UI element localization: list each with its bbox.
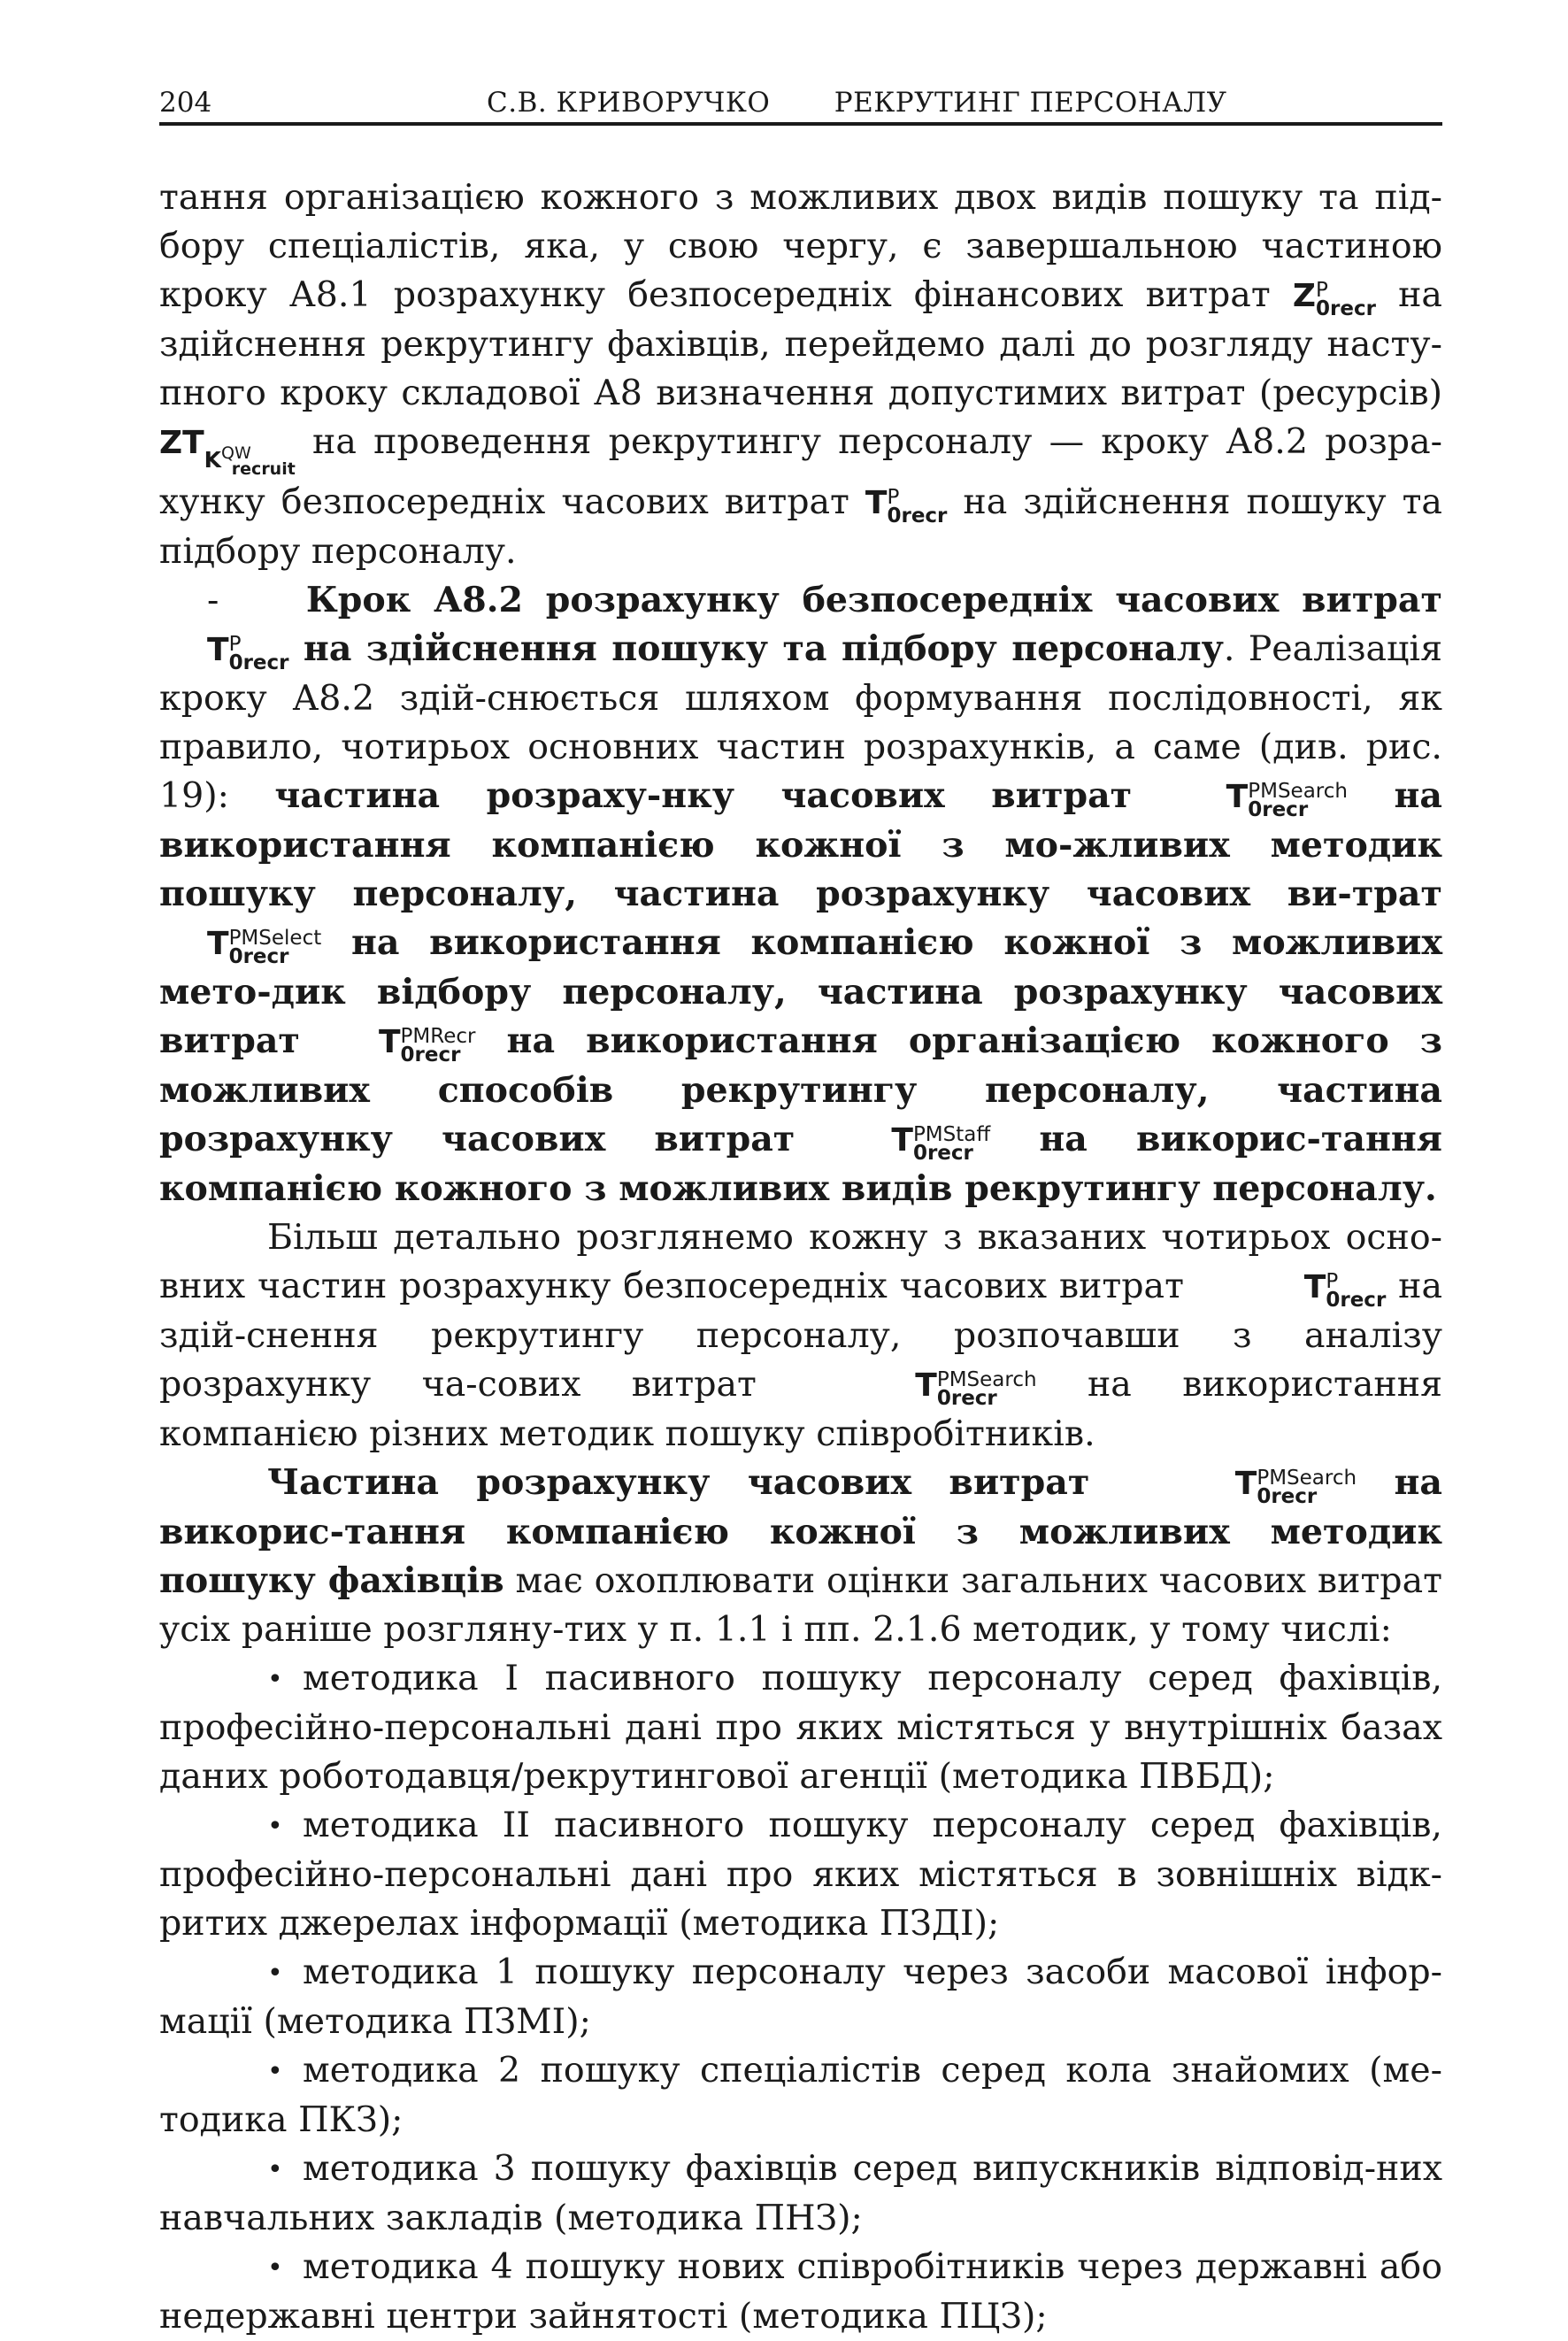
paragraph-continuation [159,173,1442,576]
bullet-icon: • [267,2252,283,2283]
formula-superscript: QW [221,443,251,463]
list-item-text: методика I пасивного пошуку персоналу серед фахівців, професійно-персональні дані про яких містяться у внутрішніх базах даних роботодавця/рекрутингової агенції (методика ПВБД); [159,1658,1442,1797]
text-run: має охоплювати оцінки загальних часових витрат усіх раніше розгляну-тих у п. 1.1 і пп. 2.1.6 методик, у тому числі: [159,1560,1442,1650]
formula-superscript: P [887,486,900,509]
text-run: тання організацією кожного з можливих двох видів пошуку та під-бору спеціалістів, яка, у свою чергу, є завершальною частиною кроку А8.1 розрахунку безпосередніх фінансових витрат [159,177,1442,315]
formula-superscript: PMSearch [1248,780,1348,803]
formula-superscript: PMSearch [936,1368,1037,1391]
page-body [159,173,1442,2341]
bold-text-run: на викорис-тання компанією кожного з можливих видів рекрутингу персоналу. [159,1119,1442,1209]
formula-symbol: ZT [159,425,204,461]
bold-text-run: на використання компанією кожної з мо-жливих методик пошуку персоналу, частина розрахунку часових ви-трат [159,775,1442,914]
list-item [159,2145,1442,2243]
formula-superscript: PMSearch [1257,1467,1357,1490]
list-item-text: методика 1 пошуку персоналу через засоби масової інфор-мації (методика ПЗМІ); [159,1952,1442,2042]
paragraph-detailed-review [159,1213,1442,1459]
paragraph-search-part [159,1459,1442,1654]
formula-symbol: T [378,1024,401,1060]
formula-t-0recr-pmsearch [807,1360,1036,1410]
formula-t-0recr-p [865,478,947,527]
formula-symbol: T [891,1122,913,1159]
bold-text-run: на використання компанією кожної з можливих мето-дик відбору персоналу, частина розрахунку часових витрат [159,922,1442,1061]
formula-subscript: 0recr [1248,798,1309,821]
formula-subscript: recruit [231,459,296,479]
list-item [159,2046,1442,2145]
formula-subscript: 0recr [936,1387,997,1410]
formula-symbol: T [1234,1466,1257,1502]
text-run: на використання компанією різних методик пошуку співробітників. [159,1364,1442,1454]
bullet-icon: • [267,2056,283,2087]
page-number: 204 [159,87,212,119]
text-run: на проведення рекрутингу персоналу — кроку А8.2 розра-хунку безпосередніх часових витрат [159,421,1442,522]
formula-z-0recr-p [1293,271,1376,320]
formula-subscript: K [204,447,222,473]
bold-text-run: Крок А8.2 розрахунку безпосередніх часових витрат [305,580,1442,620]
formula-subscript: 0recr [1257,1485,1318,1508]
dash-marker: - [207,580,219,620]
list-item [159,1948,1442,2046]
formula-superscript: P [228,633,242,656]
formula-superscript: PMSelect [228,927,322,950]
text-run: на здій-снення рекрутингу персоналу, розпочавши з аналізу розрахунку ча-сових витрат [159,1266,1443,1405]
formula-superscript: PMRecr [400,1025,476,1048]
formula-t-0recr-pmselect [159,919,321,968]
list-item [159,1654,1442,1801]
formula-subscript: 0recr [400,1043,461,1067]
formula-superscript: P [1316,279,1328,302]
formula-t-0recr-pmstaff [843,1115,990,1165]
list-item-text: методика II пасивного пошуку персоналу серед фахівців, професійно-персональні дані про яких містяться в зовнішніх відк-ритих джерелах інформації (методика ПЗДІ); [159,1805,1442,1944]
formula-subscript: 0recr [228,651,289,674]
bullet-icon: • [267,1664,283,1695]
text-run: на здійснення рекрутингу фахівців, перейдемо далі до розгляду насту-пного кроку складової А8 визначення допустимих витрат (ресурсів) [159,274,1442,413]
formula-symbol: Z [1292,278,1316,314]
bold-text-run: Частина розрахунку часових витрат [267,1462,1127,1503]
formula-superscript: P [1326,1270,1339,1293]
formula-symbol: T [207,926,229,962]
text-run: на здійснення пошуку та підбору персоналу. [159,481,1442,572]
running-title: С.В. КРИВОРУЧКО РЕКРУТИНГ ПЕРСОНАЛУ [487,87,1227,119]
text-run: Більш детально розглянемо кожну з вказаних чотирьох осно-вних частин розрахунку безпосередніх часових витрат [159,1217,1442,1306]
bold-text-run: на здійснення пошуку та підбору персоналу [288,628,1224,669]
bold-text-run: на використання організацією кожного з можливих способів рекрутингу персоналу, частина розрахунку часових витрат [159,1020,1442,1159]
formula-t-0recr-pmsearch [1179,772,1348,821]
formula-t-0recr-pmsearch [1127,1459,1357,1508]
list-item-text: методика 2 пошуку спеціалістів серед кола знайомих (ме-тодика ПКЗ); [159,2050,1442,2140]
formula-symbol: T [1303,1269,1326,1305]
formula-t-0recr-p [159,625,288,674]
list-item-text: методика 3 пошуку фахівців серед випускників відповід-них навчальних закладів (методика ПНЗ); [159,2148,1442,2238]
bold-text-run: на викорис-тання компанією кожної з можливих методик пошуку фахівців [159,1462,1442,1601]
formula-symbol: T [1226,779,1249,815]
formula-subscript: 0recr [228,945,289,968]
formula-symbol: T [915,1367,937,1404]
text-run: . Реалізація кроку А8.2 здій-снюється шляхом формування послідовності, як правило, чотирьох основних частин розрахунків, а саме (див. рис. 19): [159,628,1442,816]
bullet-icon: • [267,1811,283,1842]
formula-superscript: PMStaff [912,1123,991,1146]
running-header [159,87,1442,126]
formula-symbol: T [207,632,229,668]
bold-text-run: частина розраху-нку часових витрат [274,775,1179,816]
bullet-icon: • [267,1958,283,1989]
formula-t-0recr-pmrecr [331,1017,475,1067]
formula-t-0recr-p [1196,1262,1386,1312]
formula-symbol: T [865,485,888,521]
formula-subscript: 0recr [1326,1289,1387,1312]
formula-zt-k-recruit-qw [159,418,296,478]
list-item [159,2243,1442,2341]
list-item-text: методика 4 пошуку нових співробітників через державні або недержавні центри зайнятості (методика ПЦЗ); [159,2246,1442,2337]
formula-subscript: 0recr [912,1142,973,1165]
methods-list [159,1654,1442,2341]
formula-subscript: 0recr [1316,297,1376,320]
bullet-icon: • [267,2154,283,2185]
list-item [159,1801,1442,1948]
formula-subscript: 0recr [887,504,948,527]
paragraph-step-a8-2 [159,576,1442,1213]
